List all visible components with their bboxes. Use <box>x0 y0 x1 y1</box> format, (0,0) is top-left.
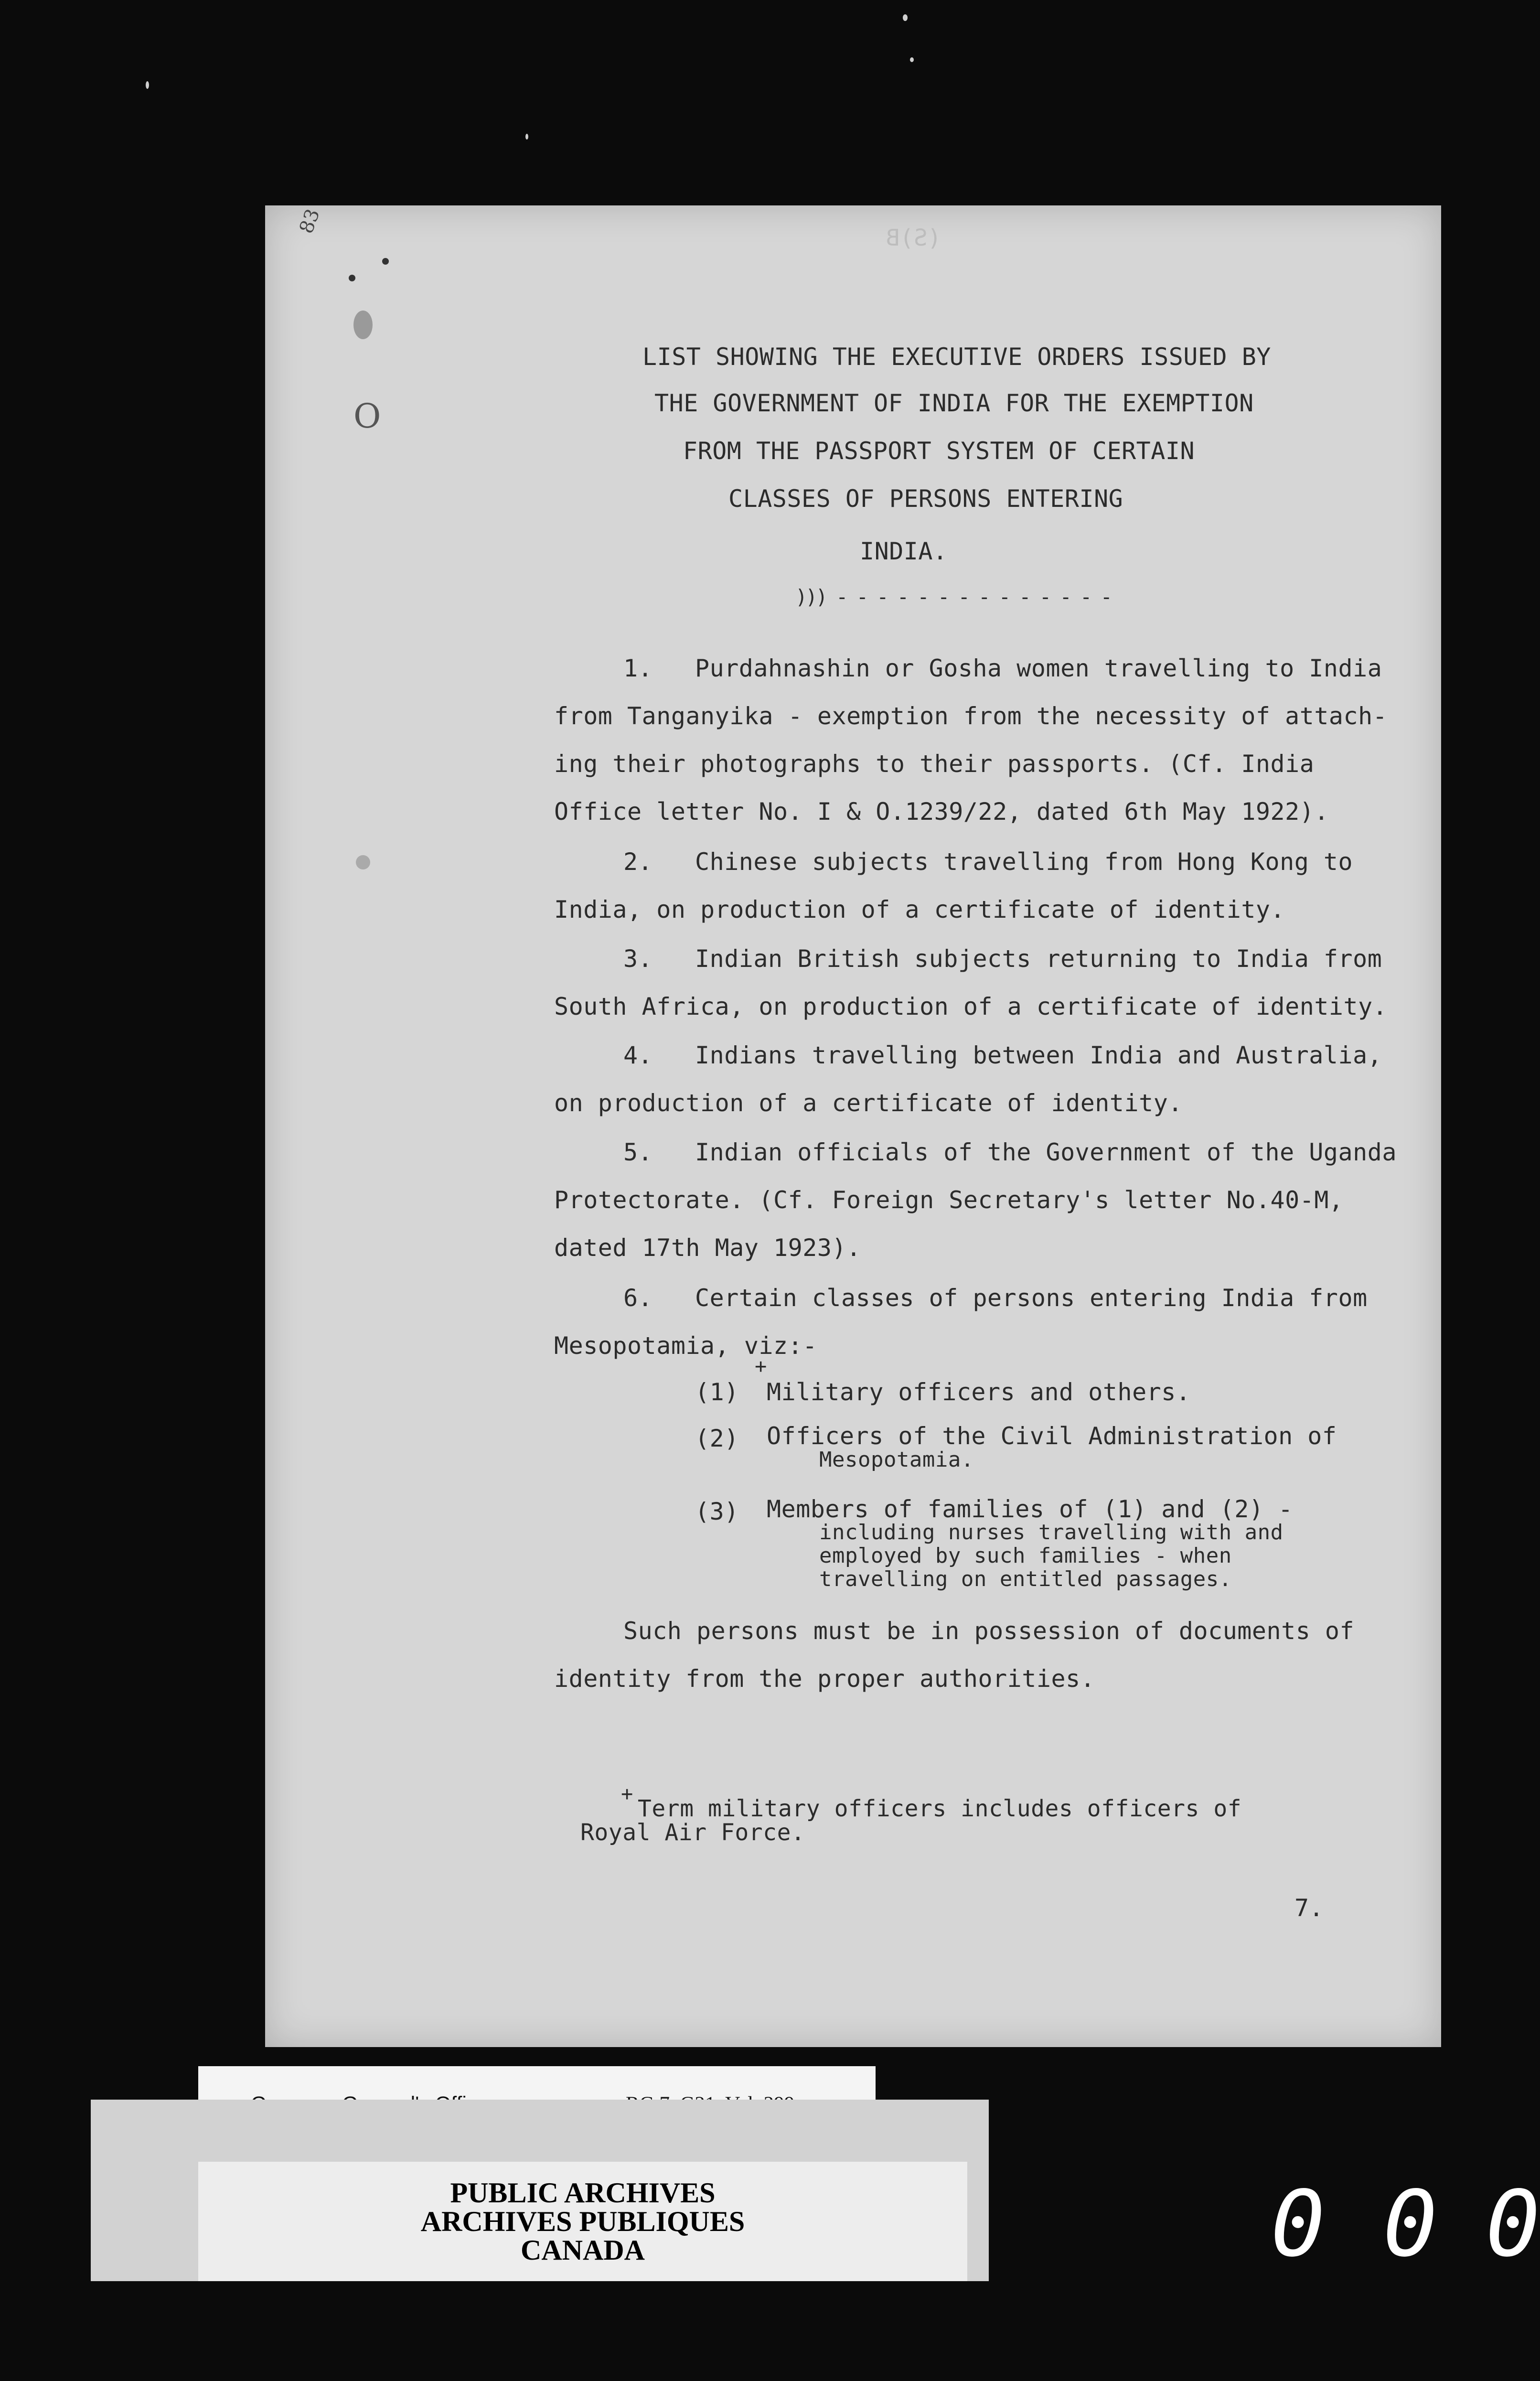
item-line: Indians travelling between India and Australia, <box>695 1041 1382 1069</box>
item-line: Mesopotamia, viz:- <box>554 1332 817 1360</box>
item-number: 2. <box>623 848 653 876</box>
item-line: Purdahnashin or Gosha women travelling to India <box>695 654 1382 682</box>
frame-number: 0 <box>1486 2171 1540 2277</box>
document-page <box>265 205 1441 2047</box>
title-line-1: LIST SHOWING THE EXECUTIVE ORDERS ISSUED BY <box>642 343 1271 371</box>
item-line: ing their photographs to their passports. (Cf. India <box>554 750 1315 778</box>
subitem-line: Military officers and others. <box>767 1378 1191 1406</box>
ink-dot <box>382 258 389 265</box>
item-line: Indian British subjects returning to India from <box>695 945 1382 973</box>
subitem-line: Members of families of (1) and (2) - <box>767 1495 1293 1523</box>
item-number: 4. <box>623 1041 653 1069</box>
subitem-number: (3) <box>695 1498 739 1525</box>
corner-mark: 83 <box>295 206 324 236</box>
item-number: 1. <box>623 654 653 682</box>
subitem-line: travelling on entitled passages. <box>819 1567 1232 1591</box>
subitem-number: (2) <box>695 1425 739 1452</box>
frame-number: 0 <box>1383 2171 1438 2277</box>
stamp-line: PUBLIC ARCHIVES <box>450 2177 716 2209</box>
title-line-5: INDIA. <box>860 537 948 565</box>
item-line: on production of a certificate of identity. <box>554 1089 1183 1117</box>
film-speck <box>525 134 528 139</box>
item-number: 5. <box>623 1138 653 1166</box>
footnote-mark: + <box>621 1782 633 1805</box>
subitem-number: (1) <box>695 1378 739 1406</box>
item-line: India, on production of a certificate of identity. <box>554 896 1285 923</box>
film-speck <box>903 14 908 21</box>
ghost-page-mark: (S)B <box>886 225 941 251</box>
stamp-line: CANADA <box>521 2234 645 2266</box>
subitem-line: including nurses travelling with and <box>819 1520 1283 1544</box>
item-line: Certain classes of persons entering India from <box>695 1284 1368 1312</box>
footnote-line: Term military officers includes officers of <box>638 1795 1242 1822</box>
title-separator: ))) - - - - - - - - - - - - - - <box>795 585 1111 609</box>
title-line-3: FROM THE PASSPORT SYSTEM OF CERTAIN <box>683 437 1195 465</box>
bullet-mark: O <box>353 397 381 436</box>
item-number: 3. <box>623 945 653 973</box>
stamp-line: ARCHIVES PUBLIQUES <box>420 2206 745 2237</box>
subitem-mark: + <box>755 1354 767 1378</box>
subitem-line: Officers of the Civil Administration of <box>767 1422 1337 1450</box>
subitem-line: employed by such families - when <box>819 1544 1232 1568</box>
item-line: Office letter No. I & O.1239/22, dated 6th May 1922). <box>554 798 1329 826</box>
punch-hole <box>353 311 373 339</box>
item-line: from Tanganyika - exemption from the necessity of attach- <box>554 702 1388 730</box>
film-speck <box>910 57 914 62</box>
footnote-line: Royal Air Force. <box>580 1819 805 1846</box>
closing-line: Such persons must be in possession of documents of <box>623 1617 1355 1645</box>
item-line: dated 17th May 1923). <box>554 1234 861 1262</box>
item-number: 6. <box>623 1284 653 1312</box>
closing-line: identity from the proper authorities. <box>554 1665 1095 1693</box>
item-line: Protectorate. (Cf. Foreign Secretary's letter No.40-M, <box>554 1186 1344 1214</box>
page-number: 7. <box>1294 1894 1324 1922</box>
title-line-2: THE GOVERNMENT OF INDIA FOR THE EXEMPTION <box>654 389 1254 417</box>
ink-dot <box>349 275 355 281</box>
frame-number: 0 <box>1271 2171 1326 2277</box>
item-line: Chinese subjects travelling from Hong Kong to <box>695 848 1353 876</box>
title-line-4: CLASSES OF PERSONS ENTERING <box>728 485 1123 513</box>
item-line: South Africa, on production of a certificate of identity. <box>554 993 1388 1020</box>
smudge <box>356 855 370 869</box>
subitem-line: Mesopotamia. <box>819 1448 974 1472</box>
item-line: Indian officials of the Government of the Uganda <box>695 1138 1397 1166</box>
film-speck <box>146 81 149 89</box>
